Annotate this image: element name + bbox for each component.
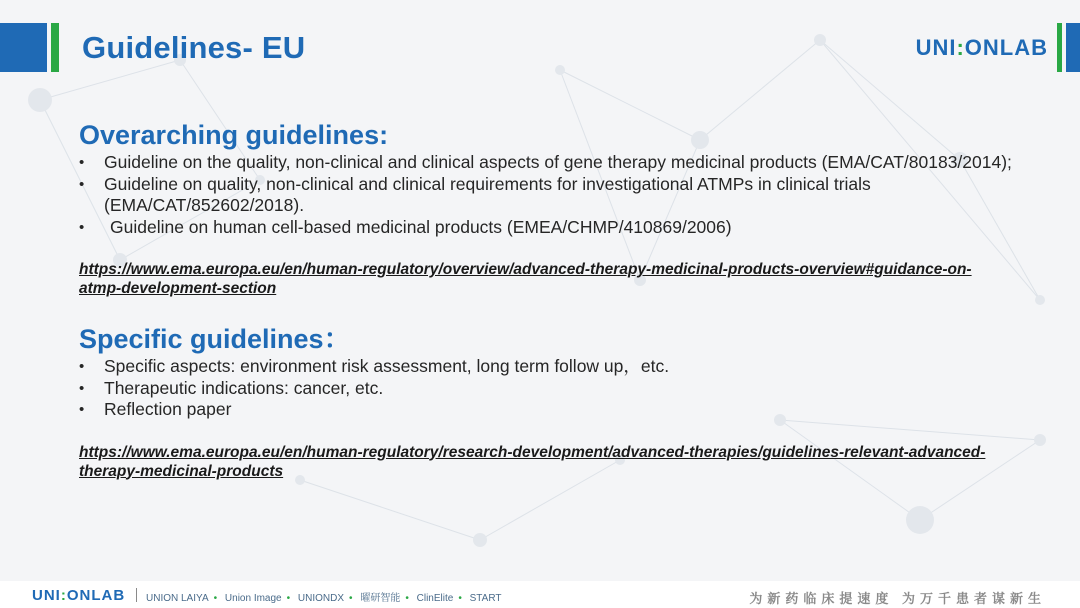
list-item: • Guideline on human cell-based medicinal products (EMEA/CHMP/410869/2006)	[79, 217, 1039, 239]
specific-heading: Specific guidelines：	[79, 324, 351, 354]
unionlab-logo: UNI:ONLAB	[915, 35, 1048, 60]
list-item: • Guideline on the quality, non-clinical and clinical aspects of gene therapy medicinal products (EMA/CAT/80183/2014);	[79, 152, 1039, 174]
slide-content	[79, 118, 1039, 481]
overarching-list	[79, 152, 1039, 238]
footer-bar	[0, 581, 1080, 608]
partner-union-image: Union Image	[224, 593, 282, 604]
partner-uniondx: UNIONDX	[297, 593, 345, 604]
page-title: Guidelines- EU	[82, 30, 306, 65]
ema-overview-link[interactable]: https://www.ema.europa.eu/en/human-regulatory/overview/advanced-therapy-medicinal-products-overview#guidance-on-atmp-development-section	[79, 261, 972, 297]
overarching-heading: Overarching guidelines:	[79, 120, 389, 150]
partner-start: START	[469, 593, 502, 604]
ema-guidelines-link[interactable]: https://www.ema.europa.eu/en/human-regulatory/research-development/advanced-therapies/guidelines-relevant-advanced-therapy-medicinal-products	[79, 443, 986, 480]
list-item: • Specific aspects: environment risk assessment, long term follow up，etc.	[79, 356, 1039, 378]
partner-yaoyan: 曜研智能	[360, 593, 401, 604]
header-accent-blue-right	[1066, 23, 1080, 72]
header-accent-green-right	[1057, 23, 1062, 72]
list-item: • Therapeutic indications: cancer, etc.	[79, 378, 1039, 400]
header-accent-green	[51, 23, 59, 72]
specific-list	[79, 356, 1039, 421]
footer-slogan: 为新药临床提速度 为万千患者谋新生	[749, 591, 1046, 606]
footer-divider	[136, 588, 137, 602]
footer-unionlab-logo: UNI:ONLAB	[32, 587, 126, 604]
partner-clinelite: ClinElite	[416, 593, 454, 604]
partner-logos: UNION LAIYA • Union Image • UNIONDX • 曜研智能 • ClinElite • START	[146, 593, 502, 604]
list-item: • Guideline on quality, non-clinical and clinical requirements for investigational ATMPs in clinical trials (EMA/CAT/852602/2018).	[79, 174, 1039, 217]
partner-union-laiya: UNION LAIYA	[146, 593, 209, 604]
list-item: • Reflection paper	[79, 399, 1039, 421]
header-accent-blue	[0, 23, 47, 72]
